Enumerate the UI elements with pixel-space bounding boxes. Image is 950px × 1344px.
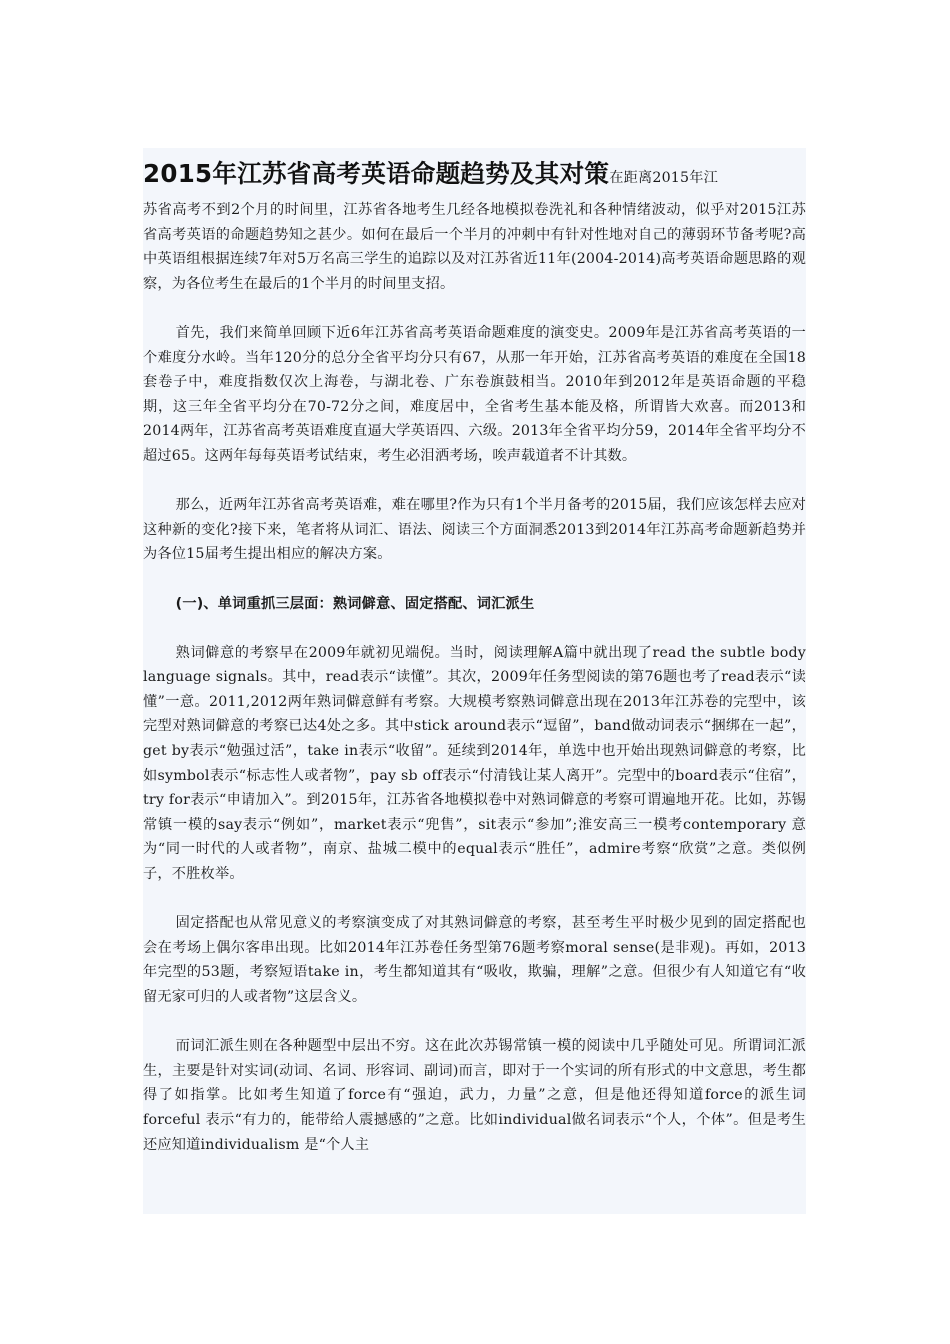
title-line [143, 148, 806, 198]
paragraph-derivation: 而词汇派生则在各种题型中层出不穷。这在此次苏锡常镇一模的阅读中几乎随处可见。所谓词汇派生，主要是针对实词(动词、名词、形容词、副词)而言，即对于一个实词的所有形式的中文意思，考生都得了如指掌。比如考生知道了force有“强迫，武力，力量”之意，但是他还得知道force的派生词forceful 表示“有力的，能带给人震撼感的”之意。比如individual做名词表示“个人，个体”。但是考生还应知道individualism 是“个人主 [143, 1038, 806, 1153]
title-tail-text: 在距离2015年江 [609, 170, 719, 186]
section-heading-vocabulary: (一)、单词重抓三层面：熟词僻意、固定搭配、词汇派生 [175, 595, 535, 612]
paragraph-rare-meanings: 熟词僻意的考察早在2009年就初见端倪。当时，阅读理解A篇中就出现了read the subtle body language signals。其中，read表示“读懂”。其次，2009年任务型阅读的第76题也考了read表示“读懂”一意。2011,2012两年熟词僻意鲜有考察。大规模考察熟词僻意出现在2013年江苏卷的完型中，该完型对熟词僻意的考察已达4处之多。其中stick around表示“逗留”，band做动词表示“捆绑在一起”，get by表示“勉强过活”，take in表示“收留”。延续到2014年，单选中也开始出现熟词僻意的考察，比如symbol表示“标志性人或者物”，pay sb off表示“付清钱让某人离开”。完型中的board表示“住宿”，try for表示“申请加入”。到2015年，江苏省各地模拟卷中对熟词僻意的考察可谓遍地开花。比如，苏锡常镇一模的say表示“例如”，market表示“兜售”，sit表示“参加”;淮安高三一模考contemporary 意为“同一时代的人或者物”，南京、盐城二模中的equal表示“胜任”，admire考察“欣赏”之意。类似例子，不胜枚举。 [143, 644, 806, 883]
intro-paragraph: 苏省高考不到2个月的时间里，江苏省各地考生几经各地模拟卷洗礼和各种情绪波动，似乎对2015江苏省高考英语的命题趋势知之甚少。如何在最后一个半月的冲刺中有针对性地对自己的薄弱环节备考呢?高中英语组根据连续7年对5万名高三学生的追踪以及对江苏省近11年(2004-2014)高考英语命题思路的观察，为各位考生在最后的1个半月的时间里支招。 [143, 202, 806, 292]
paragraph-question: 那么，近两年江苏省高考英语难，难在哪里?作为只有1个半月备考的2015届，我们应该怎样去应对这种新的变化?接下来，笔者将从词汇、语法、阅读三个方面洞悉2013到2014年江苏高考命题新趋势并为各位15届考生提出相应的解决方案。 [143, 497, 806, 563]
paragraph-history: 首先，我们来简单回顾下近6年江苏省高考英语命题难度的演变史。2009年是江苏省高考英语的一个难度分水岭。当年120分的总分全省平均分只有67，从那一年开始，江苏省高考英语的难度在全国18套卷子中，难度指数仅次上海卷，与湖北卷、广东卷旗鼓相当。2010年到2012年是英语命题的平稳期，这三年全省平均分在70-72分之间，难度居中，全省考生基本能及格，所谓皆大欢喜。而2013和2014两年，江苏省高考英语难度直逼大学英语四、六级。2013年全省平均分59，2014年全省平均分不超过65。这两年每每英语考试结束，考生必泪洒考场，唉声载道者不计其数。 [143, 324, 806, 464]
document-title: 2015年江苏省高考英语命题趋势及其对策 [143, 159, 610, 188]
paragraph-collocations: 固定搭配也从常见意义的考察演变成了对其熟词僻意的考察，甚至考生平时极少见到的固定搭配也会在考场上偶尔客串出现。比如2014年江苏卷任务型第76题考察moral sense(是非观)。再如，2013年完型的53题，考察短语take in，考生都知道其有“吸收，欺骗，理解”之意。但很少有人知道它有“收留无家可归的人或者物”这层含义。 [143, 915, 806, 1005]
article-body [143, 148, 806, 1214]
article-text [143, 148, 806, 1157]
